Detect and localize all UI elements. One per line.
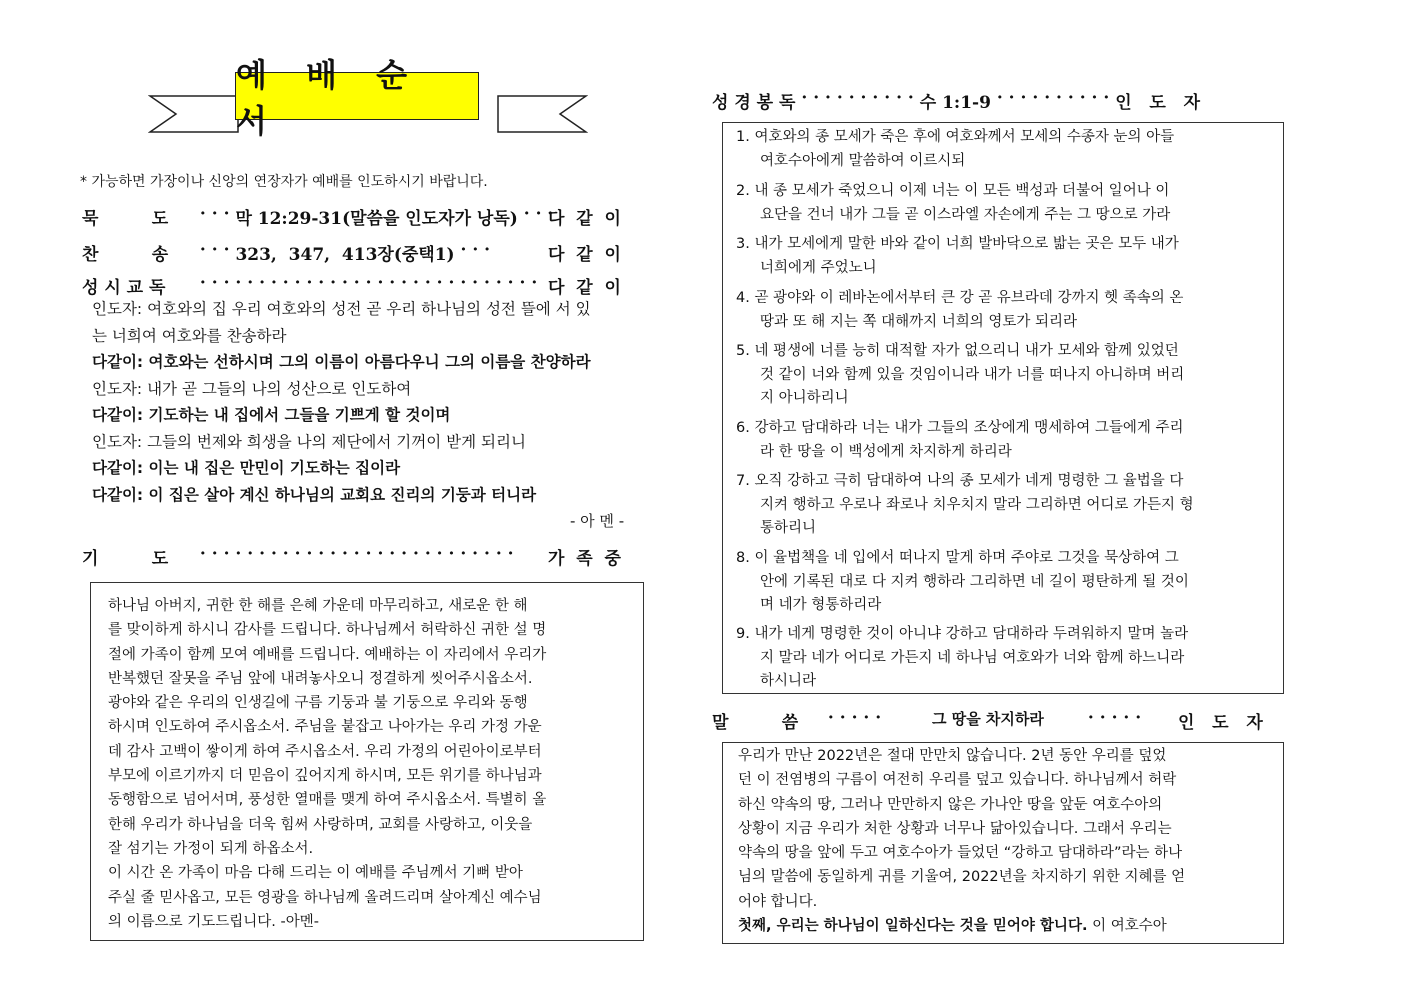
order-dots: · · · · · · · · · · — [795, 88, 920, 108]
prayer-line: 절에 가족이 함께 모여 예배를 드립니다. 예배하는 이 자리에서 우리가 — [108, 646, 547, 663]
order-who: 인 도 자 — [1178, 713, 1263, 733]
order-who: 다 같 이 — [548, 245, 621, 265]
reading-line: 다같이: 이 집은 살아 계신 하나님의 교회요 진리의 기둥과 터니라 — [92, 485, 537, 504]
prayer-line: 주실 줄 믿사옵고, 모든 영광을 하나님께 올려드리며 살아계신 예수님 — [108, 889, 542, 906]
responsive-reading — [92, 296, 591, 508]
prayer-line: 하나님 아버지, 귀한 한 해를 은혜 가운데 마무리하고, 새로운 한 해 — [108, 598, 528, 614]
verse-line: 1. 여호와의 종 모세가 죽은 후에 여호와께서 모세의 수종자 눈의 아들 — [736, 129, 1175, 145]
sermon-line: 상황이 지금 우리가 처한 상황과 너무나 닮아있습니다. 그래서 우리는 — [738, 820, 1172, 837]
verse-7 — [736, 470, 1276, 541]
order-dots: · · · — [454, 240, 497, 260]
order-row-scripture — [712, 88, 1200, 113]
order-label: 기 도 — [82, 549, 169, 569]
order-dots: · · · — [194, 240, 236, 260]
order-dots: · · · · · · · · · · · · · · · · · · · · · · · · · · · · · — [194, 273, 544, 293]
page-title: 예 배 순 서 — [235, 72, 479, 120]
verse-line: 5. 네 평생에 너를 능히 대적할 자가 없으리니 내가 모세와 함께 있었던 — [736, 343, 1179, 359]
verse-line: 7. 오직 강하고 극히 담대하여 나의 종 모세가 네게 명령한 그 율법을 다 — [736, 473, 1184, 489]
verse-line: 너희에게 주었노니 — [760, 259, 877, 276]
verse-line: 8. 이 율법책을 네 입에서 떠나지 말게 하며 주야로 그것을 묵상하여 그 — [736, 550, 1179, 566]
verse-line: 며 네가 형통하리라 — [760, 597, 882, 613]
order-content: 323, 347, 413장(중택1) — [235, 245, 455, 265]
verse-2 — [736, 180, 1276, 227]
verse-line: 것 같이 너와 함께 있을 것임이니라 내가 너를 떠나지 아니하며 버리 — [760, 366, 1185, 383]
reading-line: 다같이: 여호와는 선하시며 그의 이름이 아름다우니 그의 이름을 찬양하라 — [92, 353, 591, 371]
sermon-line: 어야 합니다. — [738, 893, 818, 910]
order-dots: · · · · · — [822, 708, 888, 728]
reading-line: 인도자: 여호와의 집 우리 여호와의 성전 곧 우리 하나님의 성전 뜰에 서 있 — [92, 300, 591, 318]
order-label: 찬 송 — [82, 245, 169, 265]
prayer-line: 한해 우리가 하나님을 더욱 힘써 사랑하며, 교회를 사랑하고, 이웃을 — [108, 816, 533, 833]
reading-line: 다같이: 기도하는 내 집에서 그들을 기쁘게 할 것이며 — [92, 406, 451, 424]
verse-line: 안에 기록된 대로 다 지켜 행하라 그리하면 네 길이 평탄하게 될 것이 — [760, 573, 1189, 590]
verse-line: 여호수아에게 말씀하여 이르시되 — [760, 152, 966, 169]
verse-line: 지 말라 네가 어디로 가든지 네 하나님 여호와가 너와 함께 하느니라 — [760, 649, 1185, 666]
order-dots: · · · · · · · · · · · · · · · · · · · · · · · · · · · — [194, 544, 520, 564]
amen-text: - 아 멘 - — [570, 512, 625, 530]
prayer-line: 하시며 인도하여 주시옵소서. 주님을 붙잡고 나아가는 우리 가정 가운 — [108, 719, 542, 736]
verse-line: 지 아니하리니 — [760, 390, 849, 406]
verse-3 — [736, 233, 1276, 280]
verse-line: 9. 내가 네게 명령한 것이 아니냐 강하고 담대하라 두려워하지 말며 놀라 — [736, 626, 1189, 642]
verse-5 — [736, 340, 1276, 411]
verse-line: 6. 강하고 담대하라 너는 내가 그들의 조상에게 맹세하여 그들에게 주리 — [736, 420, 1184, 436]
prayer-line: 를 맞이하게 하시니 감사를 드립니다. 하나님께서 허락하신 귀한 설 명 — [108, 622, 547, 639]
verse-8 — [736, 547, 1276, 618]
prayer-line: 데 감사 고백이 쌓이게 하여 주시옵소서. 우리 가정의 어린아이로부터 — [108, 743, 542, 760]
order-dots: · · · · · · · · · · — [990, 88, 1116, 108]
verse-1 — [736, 126, 1276, 173]
verse-line: 지켜 행하고 우로나 좌로나 치우치지 말라 그리하면 어디로 가든지 형 — [760, 496, 1194, 513]
verse-line: 통하리니 — [760, 520, 817, 536]
order-who: 다 같 이 — [548, 278, 621, 298]
order-content: 막 12:29-31(말씀을 인도자가 낭독) — [235, 209, 518, 229]
sermon-title: 그 땅을 차지하라 — [932, 710, 1044, 728]
order-label: 성 경 봉 독 — [712, 93, 796, 113]
order-label: 묵 도 — [82, 209, 169, 229]
sermon-line-rest: 이 여호수아 — [1087, 918, 1167, 935]
order-row-hymn — [82, 240, 621, 265]
order-row-silent-prayer — [82, 204, 621, 229]
order-row-responsive-reading — [82, 273, 621, 298]
order-dots: · · · — [194, 204, 236, 224]
verse-line: 3. 내가 모세에게 말한 바와 같이 너희 발바닥으로 밟는 곳은 모두 내가 — [736, 236, 1179, 252]
reading-line: 는 너희여 여호와를 찬송하라 — [92, 326, 287, 345]
verse-6 — [736, 417, 1276, 464]
reading-line: 인도자: 그들의 번제와 희생을 나의 제단에서 기꺼이 받게 되리니 — [92, 432, 526, 451]
verse-line: 하시니라 — [760, 673, 817, 689]
sermon-line: 하신 약속의 땅, 그러나 만만하지 않은 가나안 땅을 앞둔 여호수아의 — [738, 796, 1163, 813]
verse-line: 라 한 땅을 이 백성에게 차지하게 하리라 — [760, 443, 1012, 460]
verse-line: 4. 곧 광야와 이 레바논에서부터 큰 강 곧 유브라데 강까지 헷 족속의 온 — [736, 290, 1184, 306]
order-row-prayer — [82, 544, 621, 569]
sermon-line: 약속의 땅을 앞에 두고 여호수아가 들었던 “강하고 담대하라”라는 하나 — [738, 845, 1183, 862]
order-label: 성 시 교 독 — [82, 278, 166, 298]
prayer-line: 잘 섬기는 가정이 되게 하옵소서. — [108, 840, 314, 857]
order-label: 말 씀 — [712, 713, 799, 733]
prayer-line: 부모에 이르기까지 더 믿음이 깊어지게 하시며, 모든 위기를 하나님과 — [108, 768, 542, 785]
prayer-line: 이 시간 온 가족이 마음 다해 드리는 이 예배를 주님께서 기뻐 받아 — [108, 865, 523, 882]
order-who: 인 도 자 — [1115, 93, 1200, 113]
sermon-line: 던 이 전염병의 구름이 여전히 우리를 덮고 있습니다. 하나님께서 허락 — [738, 772, 1177, 789]
prayer-line: 동행함으로 넘어서며, 풍성한 열매를 맺게 하여 주시옵소서. 특별히 올 — [108, 792, 547, 809]
prayer-line: 의 이름으로 기도드립니다. -아멘- — [108, 913, 319, 930]
sermon-line: 님의 말씀에 동일하게 귀를 기울여, 2022년을 차지하기 위한 지혜를 얻 — [738, 869, 1186, 886]
sermon-line: 우리가 만난 2022년은 절대 만만치 않습니다. 2년 동안 우리를 덮었 — [738, 748, 1167, 764]
reading-line: 다같이: 이는 내 집은 만민이 기도하는 집이라 — [92, 459, 401, 477]
order-who: 다 같 이 — [548, 209, 621, 229]
prayer-text — [108, 594, 628, 934]
verse-line: 2. 내 종 모세가 죽었으니 이제 너는 이 모든 백성과 더불어 일어나 이 — [736, 183, 1170, 199]
sermon-text — [738, 744, 1278, 938]
order-row-sermon — [712, 708, 1263, 733]
order-dots: · · · — [517, 204, 560, 224]
prayer-line: 광야와 같은 우리의 인생길에 구름 기둥과 불 기둥으로 우리와 동행 — [108, 695, 528, 712]
order-dots: · · · · · — [1082, 708, 1148, 728]
verse-4 — [736, 287, 1276, 334]
scripture-ref: 수 1:1-9 — [919, 93, 991, 113]
sermon-bold-point: 첫째, 우리는 하나님이 일하신다는 것을 믿어야 합니다. — [738, 918, 1088, 935]
verse-9 — [736, 623, 1276, 694]
instruction-note: * 가능하면 가장이나 신앙의 연장자가 예배를 인도하시기 바랍니다. — [80, 174, 488, 190]
reading-line: 인도자: 내가 곧 그들의 나의 성산으로 인도하여 — [92, 379, 412, 398]
prayer-line: 반복했던 잘못을 주님 앞에 내려놓사오니 정결하게 씻어주시옵소서. — [108, 670, 533, 687]
sermon-line-last — [738, 914, 1278, 938]
order-who: 가 족 중 — [548, 549, 621, 569]
verse-line: 요단을 건너 내가 그들 곧 이스라엘 자손에게 주는 그 땅으로 가라 — [760, 206, 1171, 223]
verse-line: 땅과 또 해 지는 쪽 대해까지 너희의 영토가 되리라 — [760, 313, 1078, 330]
